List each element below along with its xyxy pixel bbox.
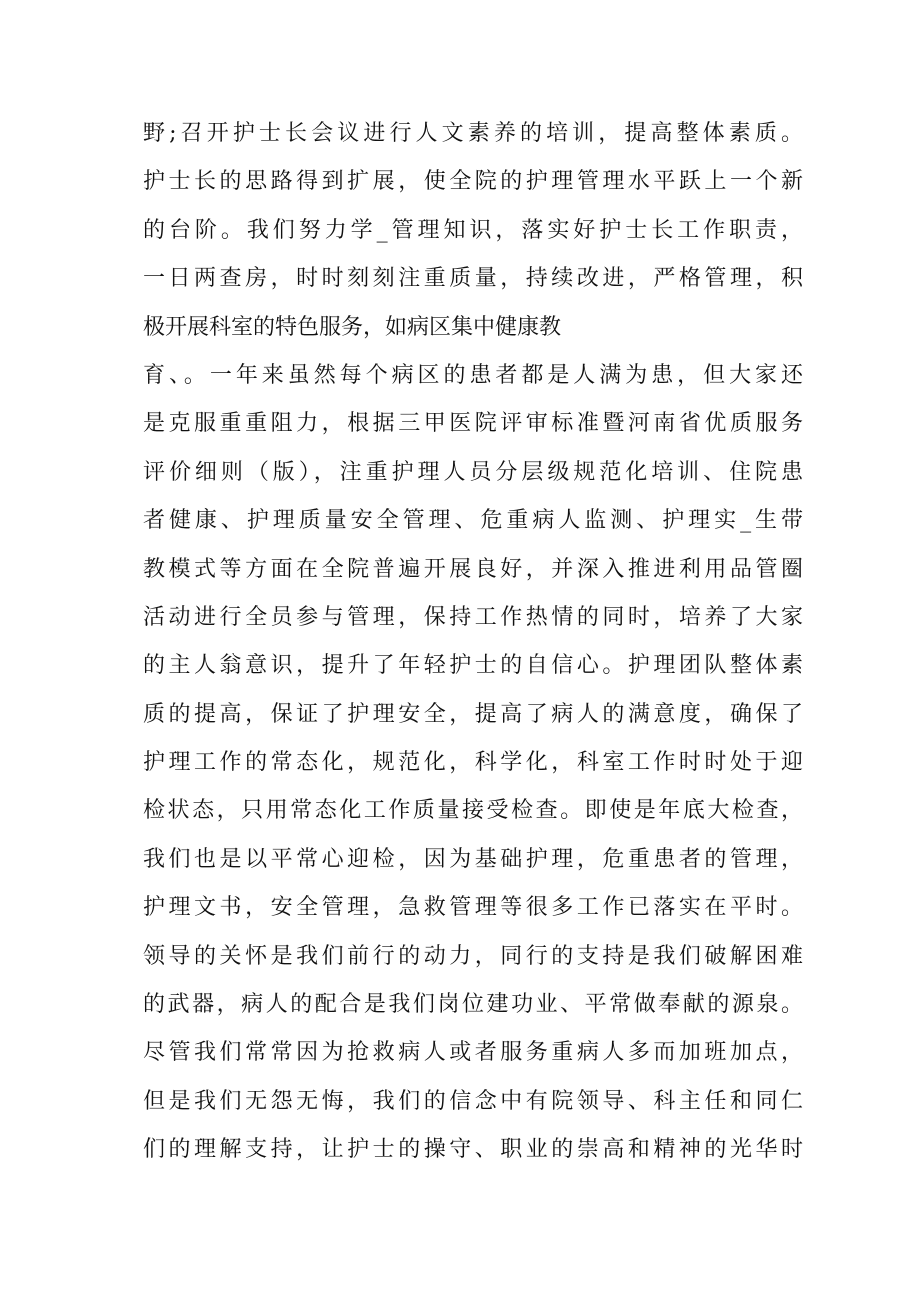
text-line: 野;召开护士长会议进行人文素养的培训，提高整体素质。 xyxy=(143,121,803,146)
text-line: 们的理解支持，让护士的操守、职业的崇高和精神的光华时 xyxy=(143,1137,803,1163)
text-line: 领导的关怀是我们前行的动力，同行的支持是我们破解困难 xyxy=(143,943,803,969)
body-text xyxy=(143,110,803,1175)
text-line: 是克服重重阻力，根据三甲医院评审标准暨河南省优质服务 xyxy=(143,411,803,437)
text-line: 活动进行全员参与管理，保持工作热情的同时，培养了大家 xyxy=(143,604,803,630)
text-line: 但是我们无怨无悔，我们的信念中有院领导、科主任和同仁 xyxy=(143,1088,803,1114)
text-line: 一日两查房，时时刻刻注重质量，持续改进，严格管理，积 xyxy=(143,266,803,292)
text-line: 的武器，病人的配合是我们岗位建功业、平常做奉献的源泉。 xyxy=(143,992,803,1018)
text-line: 育、。一年来虽然每个病区的患者都是人满为患，但大家还 xyxy=(143,362,803,388)
text-line: 教模式等方面在全院普遍开展良好，并深入推进利用品管圈 xyxy=(143,556,803,582)
text-line: 评价细则（版），注重护理人员分层级规范化培训、住院患 xyxy=(143,459,803,485)
text-line: 者健康、护理质量安全管理、危重病人监测、护理实_生带 xyxy=(143,508,803,534)
text-line: 质的提高，保证了护理安全，提高了病人的满意度，确保了 xyxy=(143,701,803,727)
text-line: 的台阶。我们努力学_管理知识，落实好护士长工作职责， xyxy=(143,217,803,243)
text-line: 护理工作的常态化，规范化，科学化，科室工作时时处于迎 xyxy=(143,750,803,776)
text-line: 尽管我们常常因为抢救病人或者服务重病人多而加班加点， xyxy=(143,1040,803,1066)
text-line: 检状态，只用常态化工作质量接受检查。即使是年底大检查， xyxy=(143,798,803,824)
text-line: 护理文书，安全管理，急救管理等很多工作已落实在平时。 xyxy=(143,895,803,921)
text-line: 护士长的思路得到扩展，使全院的护理管理水平跃上一个新 xyxy=(143,169,803,195)
text-line: 极开展科室的特色服务，如病区集中健康教 xyxy=(143,314,562,340)
text-line: 的主人翁意识，提升了年轻护士的自信心。护理团队整体素 xyxy=(143,653,803,679)
text-line: 我们也是以平常心迎检，因为基础护理，危重患者的管理， xyxy=(143,846,803,872)
